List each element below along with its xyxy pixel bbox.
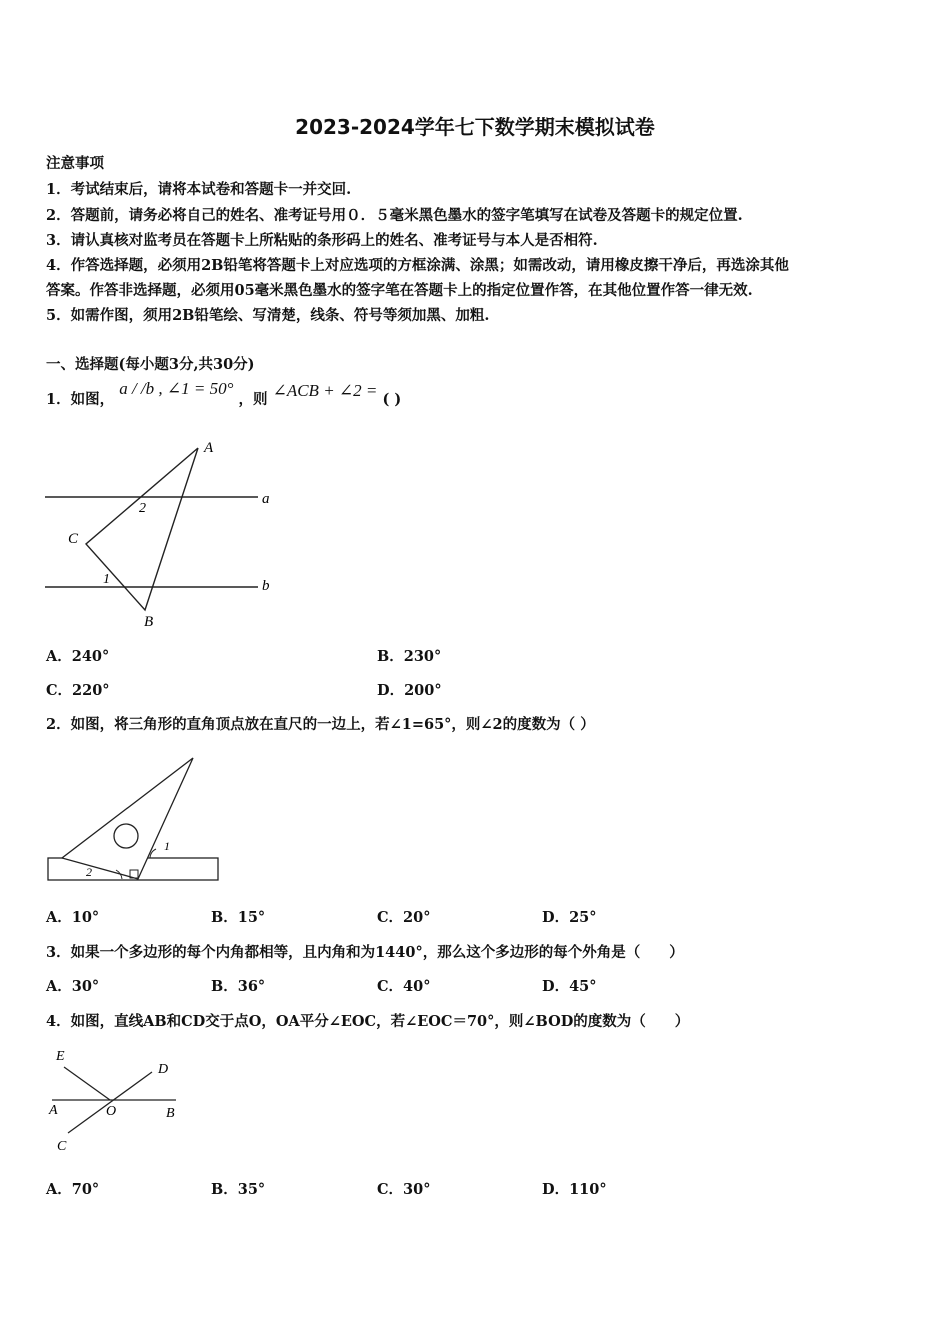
q1-prefix: 1．如图， [46,391,115,408]
angle-1-label: 1 [164,839,170,853]
notice-line-4: 4．作答选择题，必须用2B铅笔将答题卡上对应选项的方框涂满、涂黑；如需改动，请用橡皮擦干净后，再选涂其他 [46,257,789,274]
line-cd [68,1072,152,1133]
q2-option-d: D．25° [542,909,597,926]
label-B: B [144,614,154,630]
label-C: C [68,531,79,547]
q1-mid: ，则 [238,391,268,408]
q1-expr: ∠ACB + ∠2 = [272,381,378,400]
q1-figure [40,430,290,630]
q1-option-d: D．200° [377,682,442,699]
label-D: D [158,1062,169,1077]
q3-option-a: A．30° [46,978,100,995]
q4-option-a: A．70° [46,1181,100,1198]
label-A: A [204,440,214,456]
page-title: 2023-2024学年七下数学期末模拟试卷 [295,115,655,139]
q1-paren: ( ) [382,391,402,408]
label-a: a [262,491,270,507]
label-O: O [106,1104,117,1119]
q1-option-a: A．240° [46,648,110,665]
q3-option-c: C．40° [377,978,431,995]
angle-2-label: 2 [139,501,146,516]
q2-figure [44,752,224,887]
q1-stem [46,378,402,408]
notice-line-6: 5．如需作图，须用2B铅笔绘、写清楚，线条、符号等须加黑、加粗. [46,307,490,324]
q4-option-b: B．35° [211,1181,266,1198]
notice-line-5: 答案。作答非选择题，必须用05毫米黑色墨水的签字笔在答题卡上的指定位置作答，在其他位置作答一律无效. [46,282,753,299]
q4-option-d: D．110° [542,1181,607,1198]
label-C: C [57,1139,67,1154]
q2-option-a: A．10° [46,909,100,926]
q4-stem: 4．如图，直线AB和CD交于点O，OA平分∠EOC，若∠EOC＝70°，则∠BOD的度数为（ ） [46,1013,690,1030]
notice-line-2: 2．答题前，请务必将自己的姓名、准考证号用０．５毫米黑色墨水的签字笔填写在试卷及答题卡的规定位置. [46,207,743,224]
q3-stem: 3．如果一个多边形的每个内角都相等，且内角和为1440°，那么这个多边形的每个外角是（ ） [46,944,684,961]
angle-1-label: 1 [103,572,110,587]
notice-line-1: 1．考试结束后，请将本试卷和答题卡一并交回. [46,181,352,198]
ray-oe [64,1067,110,1100]
q2-stem: 2．如图，将三角形的直角顶点放在直尺的一边上，若∠1=65°，则∠2的度数为（ ） [46,716,595,733]
section-heading: 一、选择题(每小题3分,共30分) [46,356,255,373]
q2-option-c: C．20° [377,909,431,926]
label-A: A [49,1103,58,1118]
q1-condition: a / /b , ∠1 = 50° [119,379,234,398]
q1-option-b: B．230° [377,648,442,665]
notice-heading: 注意事项 [46,155,104,172]
q4-figure [44,1044,189,1156]
notice-line-3: 3．请认真核对监考员在答题卡上所粘贴的条形码上的姓名、准考证号与本人是否相符. [46,232,598,249]
q1-option-c: C．220° [46,682,110,699]
q2-option-b: B．15° [211,909,266,926]
q4-option-c: C．30° [377,1181,431,1198]
q3-option-b: B．36° [211,978,266,995]
label-b: b [262,578,270,594]
label-B: B [166,1106,175,1121]
label-E: E [56,1049,65,1064]
q3-option-d: D．45° [542,978,597,995]
set-square [62,758,193,879]
angle-2-label: 2 [86,865,92,879]
